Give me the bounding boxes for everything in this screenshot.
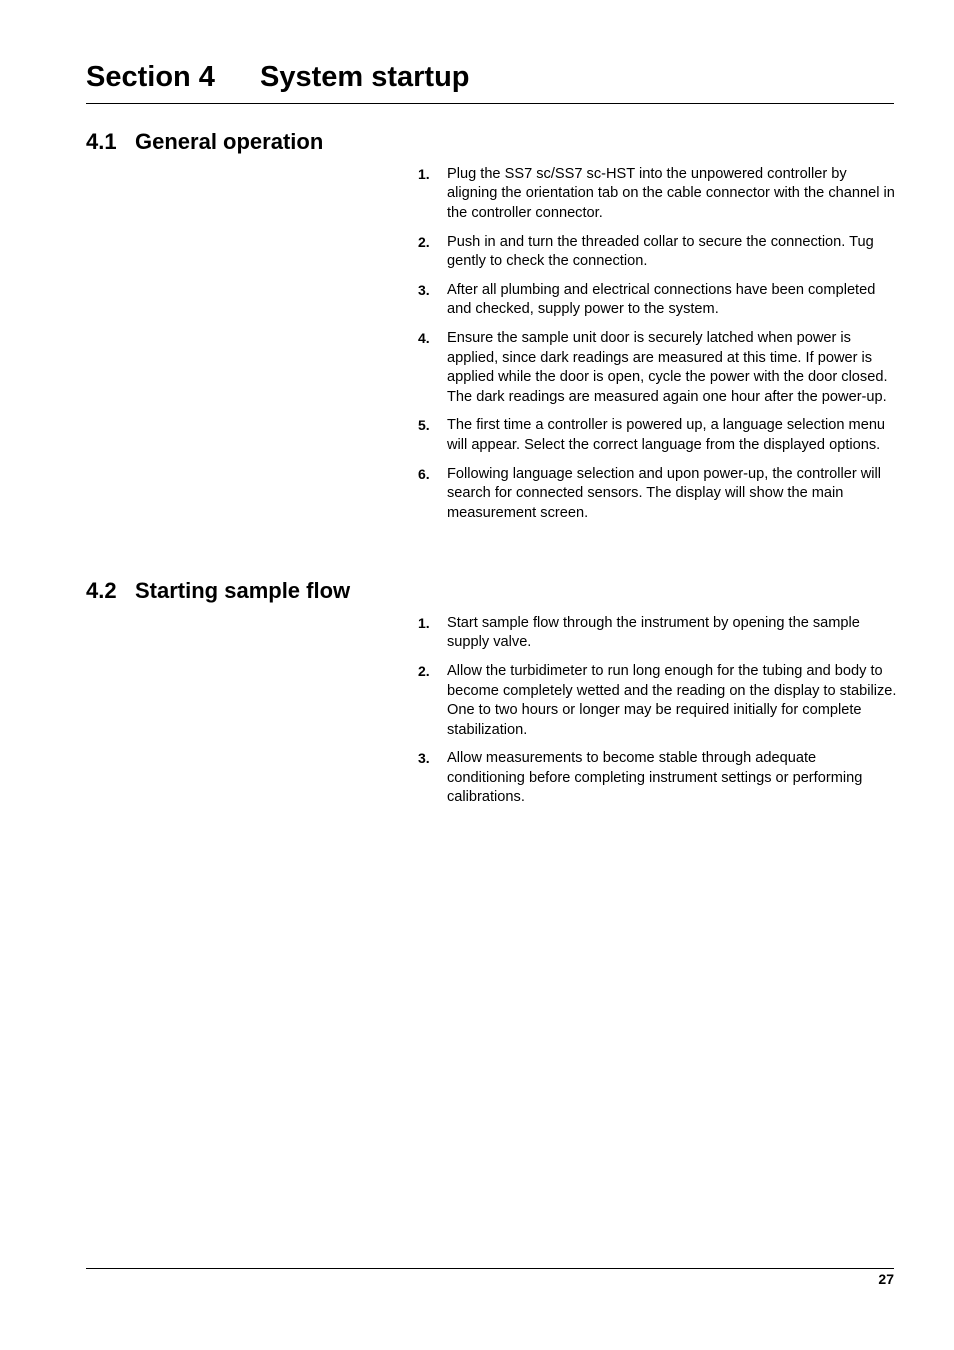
step-text: Start sample flow through the instrument by opening the sample supply valve.	[447, 615, 860, 651]
step-number: 2.	[418, 663, 430, 680]
step-text: Push in and turn the threaded collar to secure the connection. Tug gently to check the connection.	[447, 233, 874, 270]
starting-sample-flow-steps	[418, 614, 898, 817]
step-number: 3.	[418, 282, 430, 299]
subsection-number: 4.2	[86, 578, 117, 603]
step-text: Plug the SS7 sc/SS7 sc-HST into the unpowered controller by aligning the orientation tab on the cable connector with the channel in the controller connector.	[447, 166, 895, 221]
section-number: Section 4	[86, 61, 215, 93]
list-item	[418, 233, 898, 272]
list-item	[418, 281, 898, 320]
subsection-title: General operation	[135, 129, 324, 154]
list-item	[418, 614, 898, 653]
step-number: 4.	[418, 330, 430, 347]
list-item	[418, 329, 898, 407]
list-item	[418, 662, 898, 740]
step-text: Following language selection and upon power-up, the controller will search for connected sensors. The display will show the main measurement screen.	[447, 465, 882, 521]
step-text: The first time a controller is powered up, a language selection menu will appear. Select the correct language from the displayed options.	[447, 417, 886, 453]
footer-divider	[86, 1268, 894, 1269]
step-number: 2.	[418, 233, 430, 250]
step-text: Allow the turbidimeter to run long enough for the tubing and body to become completely wetted and the reading on the display to stabilize. One to two hours or longer may be required initially for complete stabilization.	[447, 663, 897, 738]
subsection-heading-general-operation	[86, 129, 323, 155]
subsection-title: Starting sample flow	[135, 578, 351, 603]
general-operation-steps	[418, 165, 898, 533]
list-item	[418, 165, 898, 223]
list-item	[418, 749, 898, 807]
step-text: Ensure the sample unit door is securely latched when power is applied, since dark readings are measured at this time. If power is applied while the door is open, cycle the power with the door closed. The dark readings are measured again one hour after the power-up.	[447, 330, 888, 405]
subsection-number: 4.1	[86, 129, 117, 154]
step-text: After all plumbing and electrical connections have been completed and checked, supply power to the system.	[447, 282, 876, 318]
step-number: 1.	[418, 615, 430, 631]
subsection-heading-starting-sample-flow	[86, 578, 350, 604]
step-number: 1.	[418, 166, 430, 182]
step-number: 6.	[418, 465, 430, 482]
page-number: 27	[878, 1271, 894, 1287]
step-number: 3.	[418, 750, 430, 767]
step-text: Allow measurements to become stable through adequate conditioning before completing instrument settings or performing calibrations.	[447, 750, 863, 806]
list-item	[418, 416, 898, 455]
step-number: 5.	[418, 417, 430, 434]
list-item	[418, 465, 898, 523]
section-title: System startup	[260, 61, 470, 93]
section-header	[86, 58, 894, 104]
